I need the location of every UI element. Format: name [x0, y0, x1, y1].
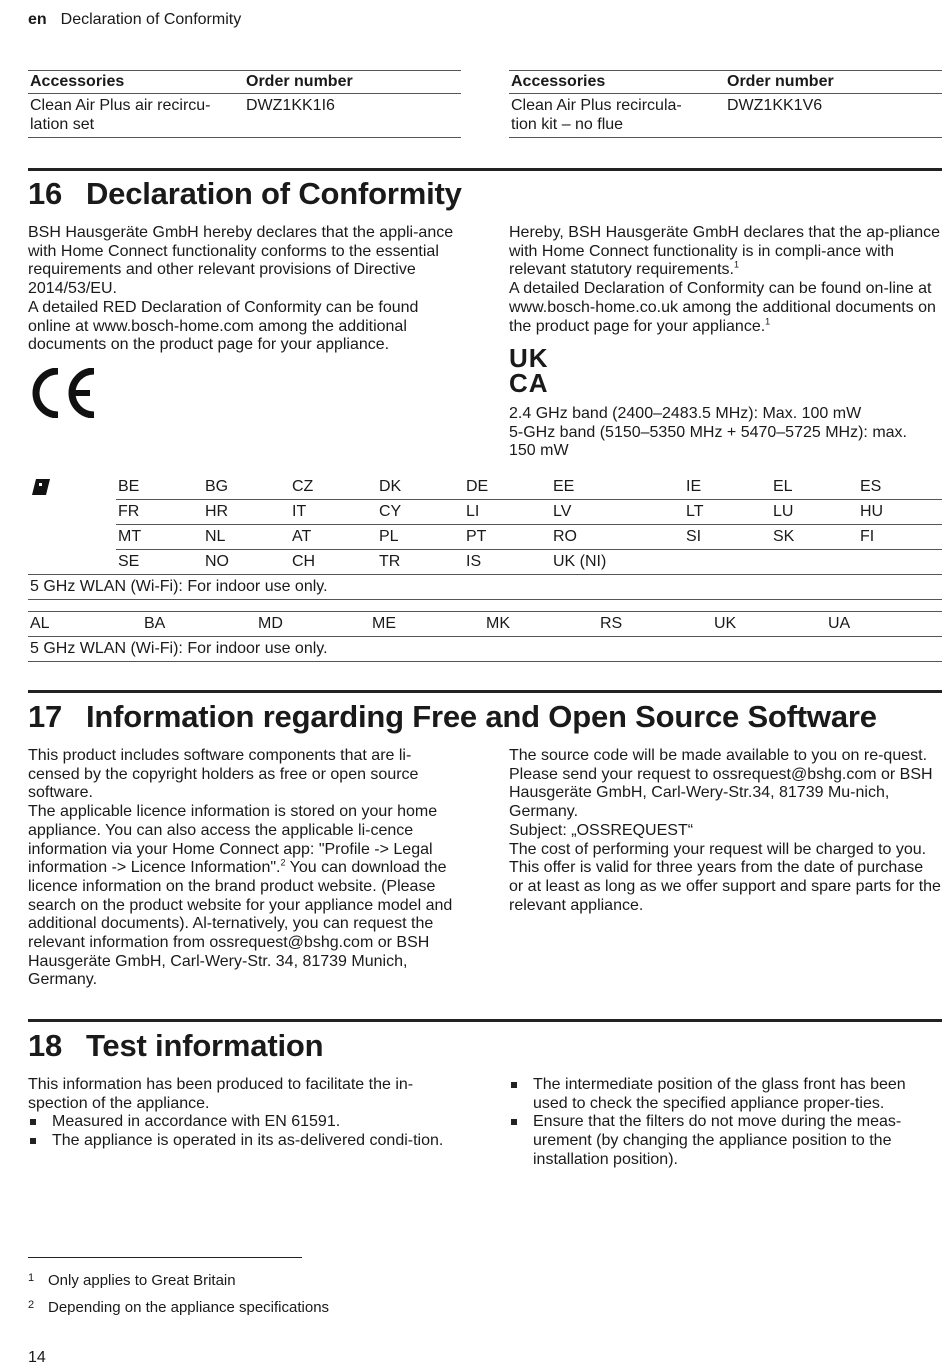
footnote — [28, 1272, 236, 1289]
country-code: IT — [290, 500, 377, 525]
order-number: DWZ1KK1I6 — [244, 94, 461, 138]
band-24ghz: 2.4 GHz band (2400–2483.5 MHz): Max. 100 mW — [509, 405, 862, 422]
country-code: RO — [551, 525, 684, 550]
country-code: UA — [826, 612, 942, 637]
country-code: LT — [684, 500, 771, 525]
section-18-title — [28, 1028, 323, 1064]
section-16-title — [28, 176, 462, 212]
paragraph-continued: You can download the licence information on the brand product website. (Please search on the product website for your appliance model and additional documents). Al-ternatively, you can request the relevant information from ossrequest@bshg.com or BSH Hausgeräte GmbH, Carl-Wery-Str. 34, 81739 Munich, Germany. — [28, 859, 453, 989]
country-code: HR — [203, 500, 290, 525]
ce-mark-icon — [28, 368, 98, 418]
countries-table-1 — [28, 475, 942, 600]
country-code: HU — [858, 500, 942, 525]
accessories-table-2 — [509, 70, 942, 138]
indoor-note: 5 GHz WLAN (Wi-Fi): For indoor use only. — [28, 637, 942, 662]
section-divider — [28, 1019, 942, 1022]
section-17-title — [28, 699, 877, 735]
section-17-left-column — [28, 747, 460, 990]
country-code: IS — [464, 550, 551, 575]
section-17-right-column — [509, 747, 941, 915]
country-code: AL — [28, 612, 142, 637]
country-code: RS — [598, 612, 712, 637]
page-header — [28, 11, 241, 29]
country-code: EE — [553, 478, 575, 495]
col-header-accessories: Accessories — [28, 71, 244, 94]
section-16-left-column — [28, 224, 460, 355]
country-code: CZ — [292, 478, 314, 495]
country-code: SE — [116, 550, 203, 575]
list-item: Ensure that the filters do not move during the meas-urement (by changing the appliance position to the installation position). — [509, 1113, 941, 1169]
footnote — [28, 1299, 329, 1316]
countries-table-2 — [28, 611, 942, 662]
country-code: MK — [484, 612, 598, 637]
country-code: ME — [370, 612, 484, 637]
country-code: PL — [377, 525, 464, 550]
footnote-ref: 1 — [734, 260, 740, 271]
section-divider — [28, 168, 942, 171]
section-divider — [28, 690, 942, 693]
accessories-table-1 — [28, 70, 461, 138]
bullet-list — [509, 1076, 941, 1170]
col-header-order-number: Order number — [244, 71, 461, 94]
section-number: 17 — [28, 699, 63, 734]
accessory-name: Clean Air Plus recircula- tion kit – no flue — [509, 94, 725, 138]
country-code: EL — [773, 478, 793, 495]
country-code: TR — [377, 550, 464, 575]
country-code: LV — [551, 500, 684, 525]
country-code: NO — [203, 550, 290, 575]
ukca-mark-icon — [509, 343, 549, 398]
footnote-text: Only applies to Great Britain — [48, 1272, 236, 1289]
ukca-bottom: CA — [509, 368, 549, 398]
paragraph: BSH Hausgeräte GmbH hereby declares that the appli-ance with Home Connect functionality conforms to the essential requirements and other relevant provisions of Directive 2014/53/EU. — [28, 224, 454, 298]
bullet-list — [28, 1113, 460, 1150]
footnote-ref: 1 — [765, 316, 771, 327]
country-code: DK — [379, 478, 402, 495]
footnote-number: 1 — [28, 1272, 35, 1284]
country-code: IE — [686, 478, 702, 495]
paragraph: This information has been produced to facilitate the in-spection of the appliance. — [28, 1076, 414, 1112]
header-title: Declaration of Conformity — [60, 11, 242, 28]
section-title-text: Declaration of Conformity — [86, 176, 462, 211]
section-number: 16 — [28, 176, 63, 211]
accessory-name: Clean Air Plus air recircu- lation set — [28, 94, 244, 138]
indoor-note: 5 GHz WLAN (Wi-Fi): For indoor use only. — [28, 575, 942, 600]
country-code: BA — [142, 612, 256, 637]
paragraph: A detailed RED Declaration of Conformity can be found online at www.bosch-home.com among the additional documents on the product page for your appliance. — [28, 298, 419, 354]
paragraph: The cost of performing your request will be charged to you. This offer is valid for three years from the date of purchase or at least as long as we offer support and spare parts for the relevant appliance. — [509, 840, 941, 914]
country-code: ES — [860, 478, 882, 495]
section-18-right-column — [509, 1076, 941, 1170]
country-code: SI — [684, 525, 771, 550]
paragraph: A detailed Declaration of Conformity can be found on-line at www.bosch-home.co.uk among the additional documents on the product page for your appliance. — [509, 280, 936, 335]
footnote-text: Depending on the appliance specifications — [48, 1299, 330, 1316]
ukca-top: UK — [509, 343, 549, 373]
country-code: PT — [464, 525, 551, 550]
section-number: 18 — [28, 1028, 63, 1063]
country-code: NL — [203, 525, 290, 550]
footnote-number: 2 — [28, 1299, 35, 1311]
section-18-left-column — [28, 1076, 460, 1151]
language-code: en — [28, 11, 47, 28]
country-code: BE — [118, 478, 140, 495]
band-5ghz: 5-GHz band (5150–5350 MHz + 5470–5725 MHz): max. 150 mW — [509, 423, 907, 460]
country-code: CY — [377, 500, 464, 525]
country-code: LI — [464, 500, 551, 525]
paragraph: Please send your request to ossrequest@bshg.com or BSH Hausgeräte GmbH, Carl-Wery-Str.34, 81739 Mu-nich, Germany. — [509, 765, 933, 821]
country-code: DE — [466, 478, 489, 495]
footnote-rule — [28, 1257, 302, 1258]
paragraph: The applicable licence information is stored on your home appliance. You can also access the applicable li-cence information via your Home Connect app: "Profile -> Legal information -> Licence Information". — [28, 803, 438, 877]
country-code: FI — [858, 525, 942, 550]
country-code: BG — [205, 478, 229, 495]
country-code: AT — [290, 525, 377, 550]
country-code: MD — [256, 612, 370, 637]
col-header-order-number: Order number — [725, 71, 942, 94]
section-16-right-column — [509, 224, 941, 336]
country-code: UK (NI) — [551, 550, 684, 575]
order-number: DWZ1KK1V6 — [725, 94, 942, 138]
col-header-accessories: Accessories — [509, 71, 725, 94]
frequency-bands — [509, 405, 929, 461]
paragraph: Subject: „OSSREQUEST“ — [509, 821, 694, 839]
paragraph: This product includes software components that are li-censed by the copyright holders as free or open source software. — [28, 747, 419, 802]
paragraph: The source code will be made available to you on re-quest. — [509, 747, 928, 764]
list-item: Measured in accordance with EN 61591. — [28, 1113, 460, 1132]
list-item: The appliance is operated in its as-delivered condi-tion. — [28, 1132, 460, 1151]
section-title-text: Information regarding Free and Open Source Software — [86, 699, 877, 734]
country-code: SK — [771, 525, 858, 550]
country-code: MT — [116, 525, 203, 550]
paragraph: Hereby, BSH Hausgeräte GmbH declares that the ap-pliance with Home Connect functionality is in compli-ance with relevant statutory requirements. — [509, 224, 941, 279]
country-code: UK — [712, 612, 826, 637]
country-code: LU — [771, 500, 858, 525]
footnote-ref: 2 — [280, 857, 286, 868]
country-code: FR — [116, 500, 203, 525]
country-code: CH — [290, 550, 377, 575]
list-item: The intermediate position of the glass front has been used to check the specified appliance proper-ties. — [509, 1076, 941, 1113]
page-number: 14 — [28, 1349, 46, 1366]
section-title-text: Test information — [86, 1028, 324, 1063]
